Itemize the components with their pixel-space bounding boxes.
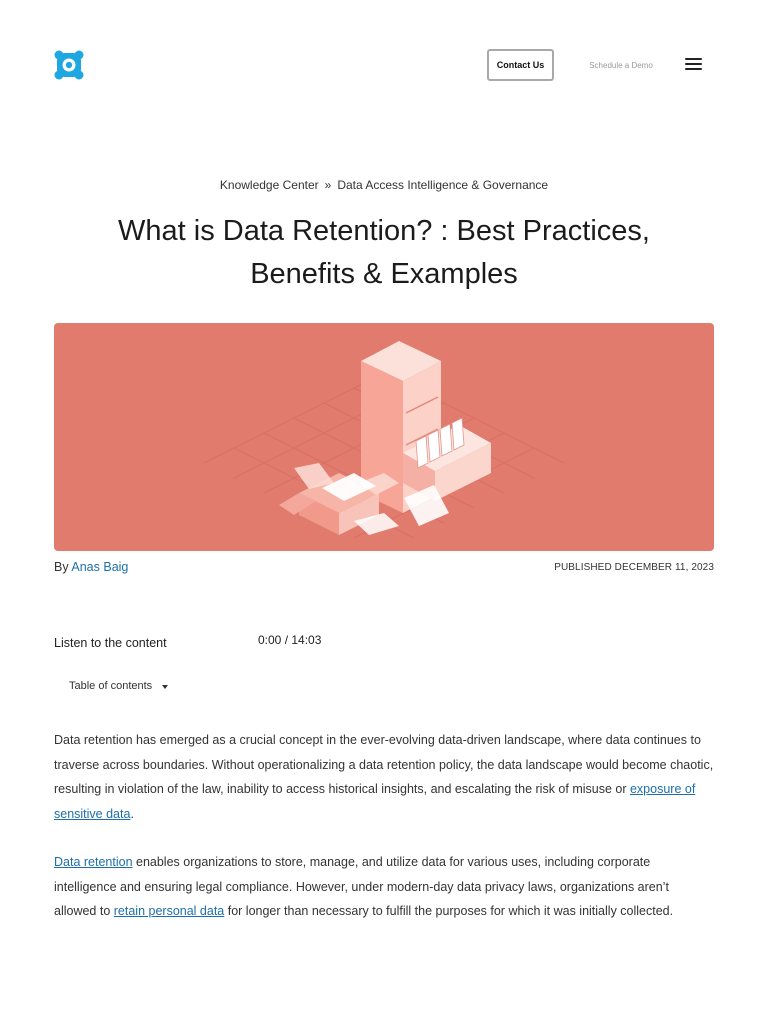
hamburger-menu-icon[interactable] xyxy=(685,58,704,74)
schedule-demo-button[interactable]: Schedule a Demo xyxy=(589,60,653,70)
breadcrumb-data-access[interactable]: Data Access Intelligence & Governance xyxy=(337,178,549,192)
p1-end: . xyxy=(130,806,134,821)
p2-text-2: for longer than necessary to fulfill the purposes for which it was initially collected. xyxy=(224,904,674,918)
site-header xyxy=(0,0,768,130)
listen-label: Listen to the content xyxy=(54,636,167,650)
audio-player-time[interactable]: 0:00 / 14:03 xyxy=(258,633,322,647)
breadcrumb-separator: » xyxy=(324,178,332,192)
intro-paragraph xyxy=(54,728,714,826)
published-date: PUBLISHED DECEMBER 11, 2023 xyxy=(554,562,714,573)
byline xyxy=(54,560,128,574)
p1-text: Data retention has emerged as a crucial concept in the ever-evolving data-driven landscape, where data continues to traverse across boundaries. Without operationalizing a data retention policy, the data landscape would become chaotic, resulting in violation of the law, inability to access historical insights, and escalating the risk of misuse or xyxy=(54,733,714,796)
contact-us-button[interactable]: Contact Us xyxy=(487,49,554,81)
hero-image xyxy=(54,323,714,551)
p2-text-1: enables organizations to store, manage, and utilize data for various uses, including corporate intelligence and ensuring legal compliance. However, under modern-day data privacy laws, organizations aren’t allowed to xyxy=(54,855,669,918)
second-paragraph xyxy=(54,850,714,924)
breadcrumb-knowledge-center[interactable]: Knowledge Center xyxy=(219,178,319,192)
table-of-contents-toggle[interactable] xyxy=(69,680,168,692)
retain-personal-data-link[interactable]: retain personal data xyxy=(113,904,225,918)
page-title xyxy=(60,210,708,296)
data-retention-link[interactable]: Data retention xyxy=(54,855,133,869)
brand-logo-icon[interactable] xyxy=(54,50,84,80)
exposure-sensitive-data-link[interactable]: exposure of sensitive data xyxy=(54,782,696,821)
breadcrumb xyxy=(0,178,768,192)
filing-cabinet-illustration xyxy=(54,323,714,551)
page-title-line-1: What is Data Retention? : Best Practices, xyxy=(118,215,650,247)
page-title-line-2: Benefits & Examples xyxy=(250,258,518,290)
author-link[interactable]: Anas Baig xyxy=(71,560,129,574)
byline-prefix: By xyxy=(54,560,69,574)
toc-label: Table of contents xyxy=(69,680,153,692)
caret-down-icon xyxy=(162,685,168,689)
